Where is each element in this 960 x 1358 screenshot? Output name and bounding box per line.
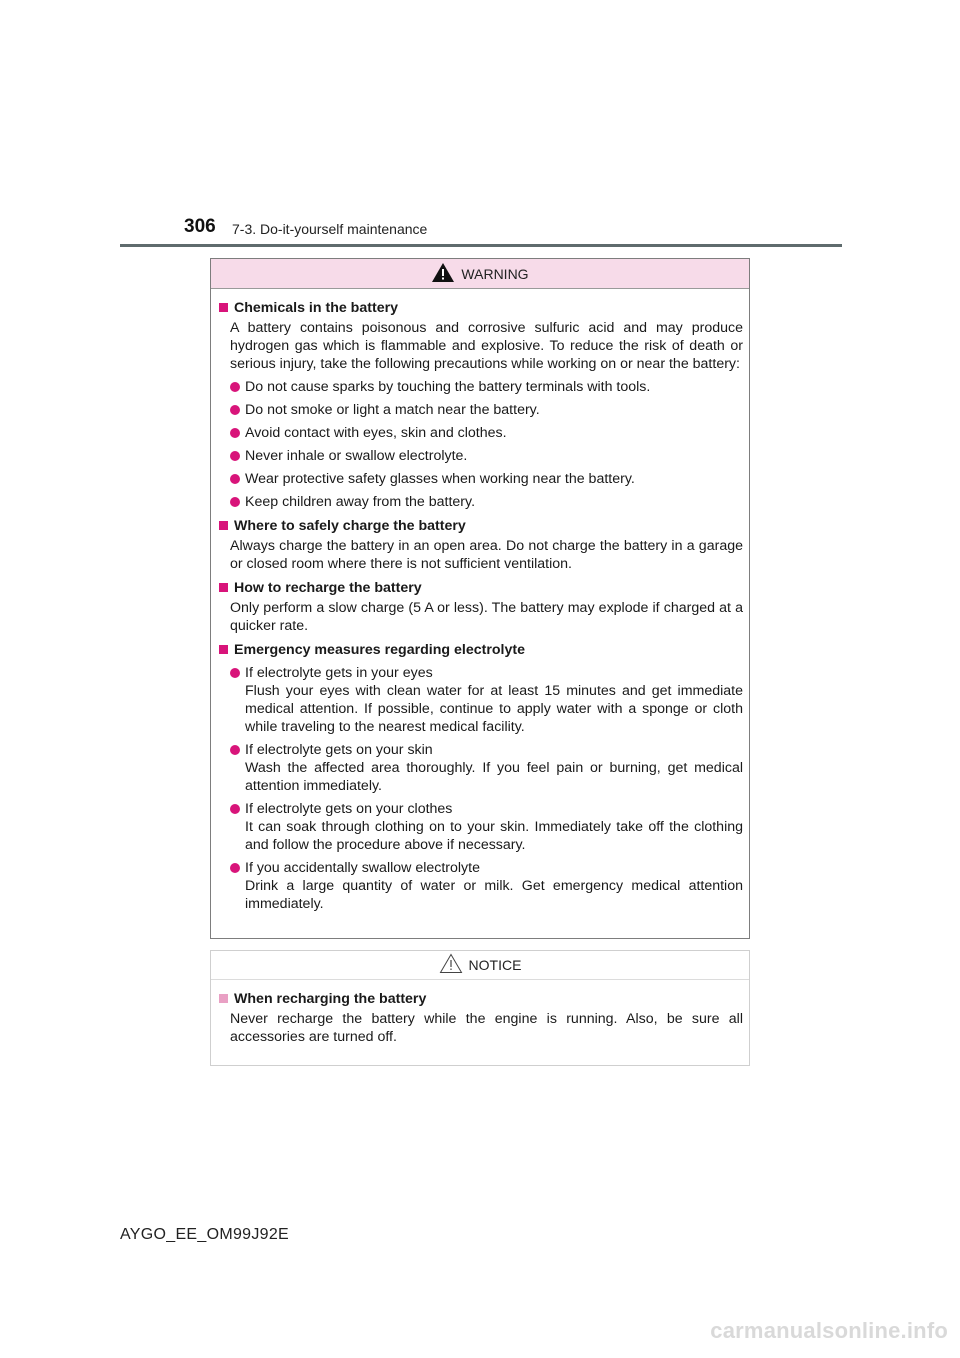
watermark: carmanualsonline.info [710,1318,948,1343]
warning-section [219,299,743,511]
bullet-item [230,493,743,511]
notice-section [219,990,743,1046]
dot-bullet-icon [230,428,240,438]
bullet-item [230,664,743,736]
warning-label: WARNING [461,265,529,282]
bullet-item [230,447,743,465]
bullet-heading: If you accidentally swallow electrolyte [245,860,480,876]
bullet-text: Never inhale or swallow electrolyte. [245,448,468,464]
bullet-item [230,424,743,442]
section-heading-text: How to recharge the battery [234,580,422,596]
square-bullet-icon [219,303,228,312]
section-heading-text: When recharging the battery [234,991,427,1007]
dot-bullet-icon [230,382,240,392]
page-number: 306 [184,216,216,237]
square-bullet-icon [219,583,228,592]
section-heading-text: Chemicals in the battery [234,300,398,316]
section-paragraph: A battery contains poisonous and corrosive sulfuric acid and may produce hydrogen gas which is flammable and explosive. To reduce the risk of death or serious injury, take the following precautions while working on or near the battery: [230,320,743,372]
section-heading-text: Emergency measures regarding electrolyte [234,642,525,658]
section-heading [219,517,743,535]
section-heading [219,990,743,1008]
section-paragraph: Never recharge the battery while the engine is running. Also, be sure all accessories are turned off. [230,1011,743,1045]
notice-triangle-icon [439,953,463,974]
bullet-heading: If electrolyte gets on your clothes [245,801,453,817]
bullet-item [230,800,743,854]
bullet-text [245,800,743,854]
section-heading [219,579,743,597]
dot-bullet-icon [230,451,240,461]
warning-triangle-icon [431,262,455,283]
notice-box [210,950,750,1066]
bullet-heading: If electrolyte gets in your eyes [245,665,433,681]
bullet-item [230,378,743,396]
section-heading [219,299,743,317]
bullet-text: Keep children away from the battery. [245,494,476,510]
dot-bullet-icon [230,745,240,755]
document-code: AYGO_EE_OM99J92E [120,1226,290,1243]
warning-section [219,641,743,913]
bullet-body: It can soak through clothing on to your skin. Immediately take off the clothing and follow the procedure above if necessary. [245,819,743,853]
warning-section [219,579,743,635]
square-bullet-icon [219,521,228,530]
dot-bullet-icon [230,804,240,814]
bullet-item [230,859,743,913]
bullet-item [230,741,743,795]
bullet-text [245,741,743,795]
section-heading-text: Where to safely charge the battery [234,518,466,534]
bullet-text: Wear protective safety glasses when working near the battery. [245,471,635,487]
bullet-item [230,401,743,419]
bullet-body: Drink a large quantity of water or milk. Get emergency medical attention immediately. [245,878,743,912]
bullet-item [230,470,743,488]
section-paragraph: Only perform a slow charge (5 A or less). The battery may explode if charged at a quicker rate. [230,600,743,634]
notice-body [211,980,749,1046]
notice-label: NOTICE [468,957,522,973]
dot-bullet-icon [230,668,240,678]
notice-header [211,951,749,980]
bullet-text: Do not cause sparks by touching the battery terminals with tools. [245,379,651,395]
bullet-text: Avoid contact with eyes, skin and clothes. [245,425,507,441]
dot-bullet-icon [230,405,240,415]
warning-section [219,517,743,573]
square-bullet-icon [219,994,228,1003]
bullet-text: Do not smoke or light a match near the battery. [245,402,540,418]
bullet-body: Flush your eyes with clean water for at least 15 minutes and get immediate medical attention. If possible, continue to apply water with a sponge or cloth while traveling to the nearest medical facility. [245,683,743,735]
section-title: 7-3. Do-it-yourself maintenance [232,221,428,237]
square-bullet-icon [219,645,228,654]
dot-bullet-icon [230,863,240,873]
dot-bullet-icon [230,474,240,484]
warning-box [210,258,750,939]
warning-header [211,259,749,289]
section-paragraph: Always charge the battery in an open area. Do not charge the battery in a garage or closed room where there is not sufficient ventilation. [230,538,743,572]
header-rule [120,244,842,247]
warning-body [211,289,749,913]
bullet-text [245,664,743,736]
bullet-text [245,859,743,913]
bullet-heading: If electrolyte gets on your skin [245,742,433,758]
dot-bullet-icon [230,497,240,507]
section-heading [219,641,743,659]
bullet-body: Wash the affected area thoroughly. If you feel pain or burning, get medical attention immediately. [245,760,743,794]
